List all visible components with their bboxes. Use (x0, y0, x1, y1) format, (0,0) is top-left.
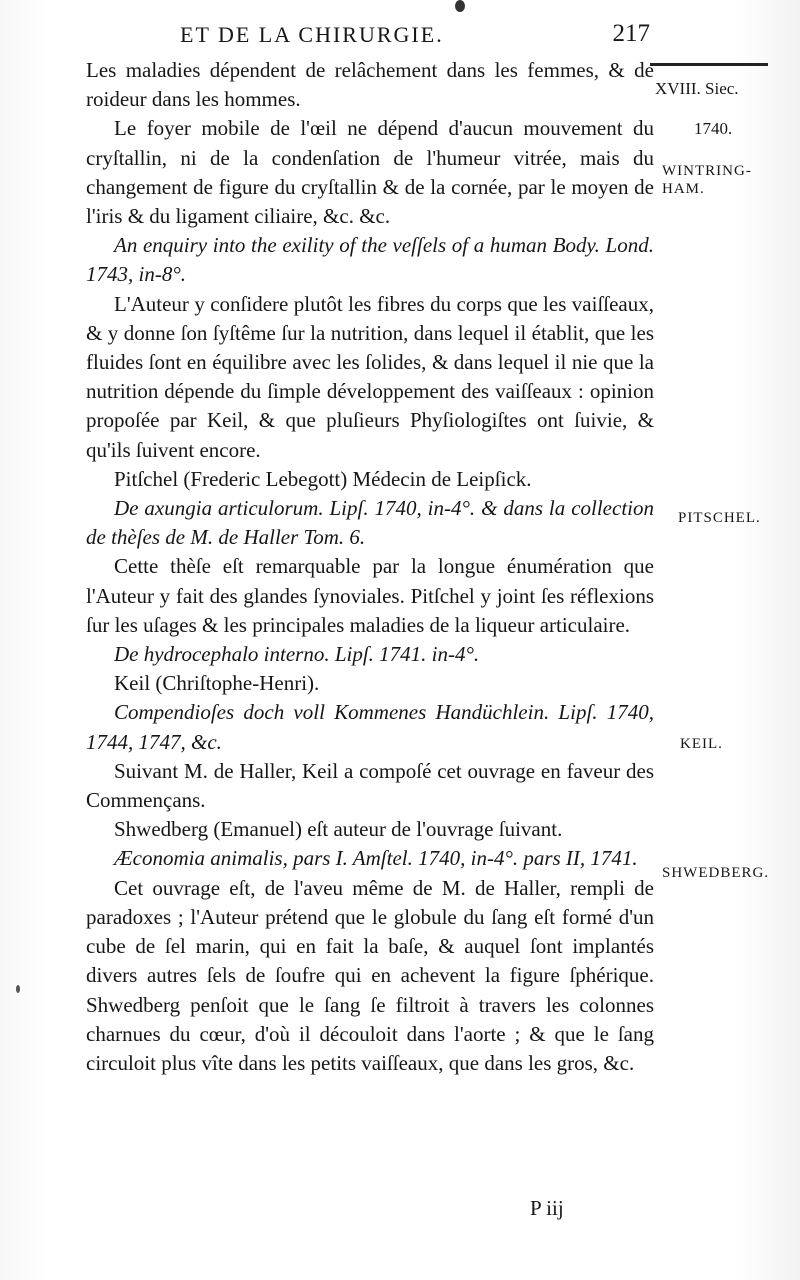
author-entry: Pitſchel (Frederic Lebegott) Médecin de Leipſick. (114, 466, 532, 491)
paragraph: Suivant M. de Haller, Keil a compoſé cet ouvrage en faveur des Commençans. (86, 758, 654, 813)
page-number: 217 (612, 20, 650, 47)
margin-keil: KEIL. (680, 736, 723, 752)
margin-century: XVIII. Siec. (655, 79, 739, 98)
body-text (86, 56, 654, 1078)
running-title: ET DE LA CHIRURGIE. (180, 22, 444, 47)
margin-year: 1740. (694, 119, 733, 138)
ink-blot (455, 0, 465, 12)
book-title: De hydrocephalo interno. Lipſ. 1741. in-4°. (114, 642, 480, 667)
margin-pitschel: PITSCHEL. (678, 510, 761, 526)
margin-wintringham: WINTRING- HAM. (662, 163, 752, 197)
paragraph: Cet ouvrage eſt, de l'aveu même de M. de Haller, rempli de paradoxes ; l'Auteur prétend que le globule du ſang eſt formé d'un cube de ſel marin, qui en fait la baſe, & auquel ſont implantés divers autres ſels de ſoufre qui en achevent la figure ſphérique. Shwedberg penſoit que le ſang ſe filtroit à travers les colonnes charnues du cœur, d'où il découloit dans l'aorte ; & que le ſang circuloit plus vîte dans les petits vaiſſeaux, que dans les gros, &c. (86, 875, 654, 1075)
book-title: De axungia articulorum. Lipſ. 1740, in-4°. & dans la collection de thèſes de M. de Haller Tom. 6. (86, 496, 654, 550)
margin-rule (650, 63, 768, 66)
signature-mark: P iij (530, 1196, 564, 1220)
author-entry: Shwedberg (Emanuel) eſt auteur de l'ouvrage ſuivant. (114, 817, 563, 842)
paragraph: Le foyer mobile de l'œil ne dépend d'aucun mouvement du cryſtallin, ni de la condenſation de l'humeur vitrée, mais du changement de figure du cryſtallin & de la cornée, par le moyen de l'iris & du ligament ciliaire, &c. &c. (86, 116, 654, 229)
book-title: An enquiry into the exility of the veſſels of a human Body. Lond. 1743, in-8°. (86, 233, 654, 287)
paragraph: Cette thèſe eſt remarquable par la longue énumération que l'Auteur y fait des glandes ſynoviales. Pitſchel y joint ſes réflexions ſur les uſages & les principales maladies de la liqueur articulaire. (86, 554, 654, 637)
author-entry: Keil (Chriſtophe-Henri). (114, 671, 320, 696)
book-title: Æconomia animalis, pars I. Amſtel. 1740, in-4°. pars II, 1741. (114, 846, 638, 871)
book-title: Compendioſes doch voll Kommenes Handüchlein. Lipſ. 1740, 1744, 1747, &c. (86, 700, 654, 754)
paragraph: Les maladies dépendent de relâchement dans les femmes, & de roideur dans les hommes. (86, 58, 654, 112)
ink-mark (16, 985, 20, 993)
page-header (180, 22, 650, 52)
paragraph: L'Auteur y conſidere plutôt les fibres du corps que les vaiſſeaux, & y donne ſon ſyſtême ſur la nutrition, dans lequel il établit, que les fluides ſont en équilibre avec les ſolides, & dans lequel il nie que la nutrition dépende du ſimple développement des vaiſſeaux : opinion propoſée par Keil, & que pluſieurs Phyſiologiſtes ont ſuivie, & qu'ils ſuivent encore. (86, 291, 654, 462)
margin-shwedberg: SHWEDBERG. (662, 865, 770, 881)
